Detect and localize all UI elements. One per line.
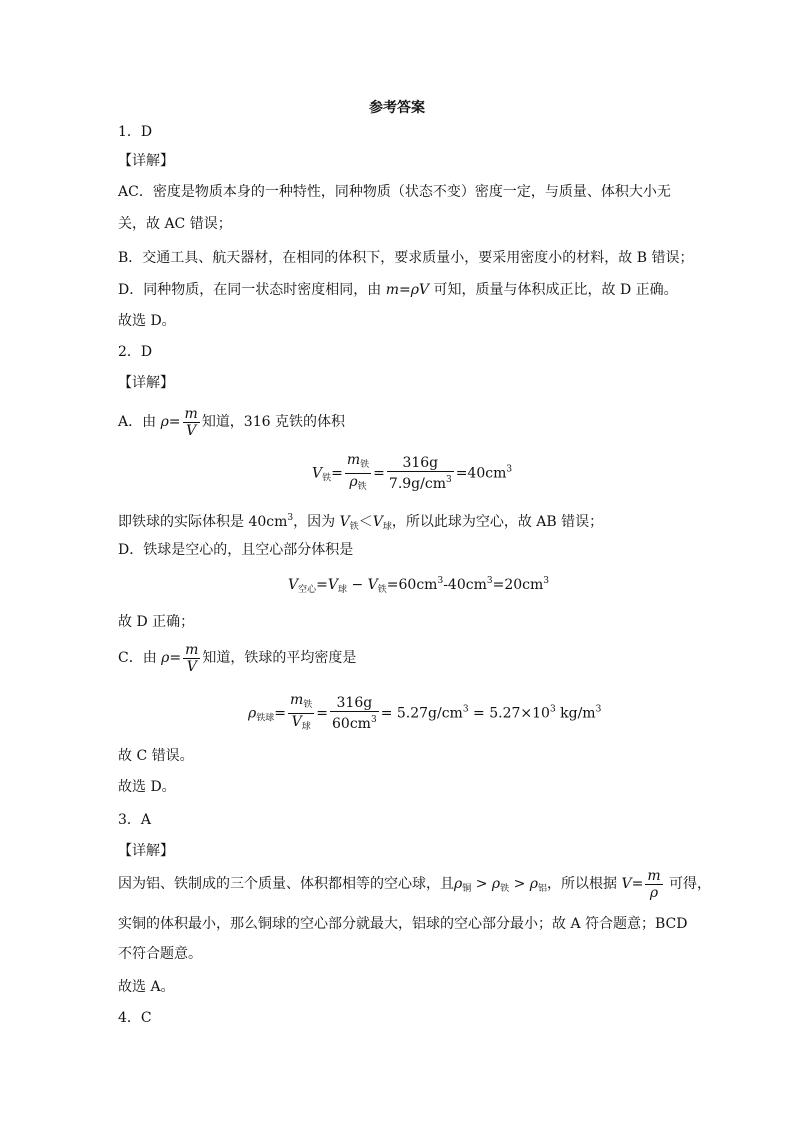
subscript-copper: 铜 [462,884,472,894]
superscript-3: 3 [287,513,294,523]
density-fraction [183,642,200,675]
text: 可得， [664,876,712,892]
q2-c-conclusion: 故 C 错误。 [118,748,194,764]
text: ，所以根据 [547,876,622,892]
density-fraction [183,406,200,439]
q2-d-line: D．铁球是空心的，且空心部分体积是 [118,542,354,558]
fraction-denominator [330,712,379,732]
equation-hollow-volume [288,576,549,595]
q3-answer: 3．A [118,812,152,828]
volume-symbol: V [291,714,302,730]
superscript-3: 3 [462,704,469,715]
q1-answer: 1．D [118,124,153,140]
page-title: 参考答案 [369,100,425,116]
subscript-ball: 球 [382,522,392,532]
q3-detail-heading: 【详解】 [118,843,174,859]
value: = 5.27×10 [468,705,550,722]
fraction-numerator: m [184,405,198,422]
value: =60cm [386,577,438,593]
result-value: =40cm [455,465,507,482]
denominator-value: 7.9g/cm [388,476,446,492]
fraction-numerator: m [185,641,199,658]
equals-sign: = [169,650,182,666]
volume-symbol: V [367,577,378,593]
rho-symbol: ρ [491,876,501,892]
fraction-numerator [345,452,371,474]
fraction-denominator [345,474,371,495]
q1-line-4-b: 可知，质量与体积成正比，故 D 正确。 [429,282,678,298]
mass-symbol: m [346,452,361,468]
mass-over-volume [288,692,314,735]
greater-than-sign: > [471,876,492,892]
mass-symbol: m [289,692,304,708]
q2-a-post: 知道，316 克铁的体积 [201,414,345,430]
superscript-3: 3 [486,576,493,586]
q1-line-2: 关，故 AC 错误； [118,216,232,232]
text: C．由 [118,650,162,666]
q2-actual-volume-line [118,508,603,537]
value: kg/m [555,705,596,722]
fraction-denominator: ρ [649,884,659,901]
q1-detail-heading: 【详解】 [118,153,174,169]
q1-line-1: AC．密度是物质本身的一种特性，同种物质（状态不变）密度一定，与质量、体积大小无 [118,184,671,200]
equation-iron-volume [312,452,512,495]
fraction-denominator [288,714,314,735]
fraction-denominator [387,472,454,492]
q2-answer: 2．D [118,344,153,360]
q4-answer: 4．C [118,1010,152,1026]
text: ，因为 [293,514,340,530]
volume-symbol: V [288,577,299,593]
subscript-iron: 铁 [303,700,313,710]
equals-sign: = [168,414,181,430]
rho-symbol: ρ [349,474,358,490]
subscript-hollow: 空心 [298,585,317,595]
subscript-aluminium: 铝 [538,884,548,894]
volume-symbol: V [339,514,350,530]
denominator-value: 60cm [332,716,371,732]
numeric-fraction [387,455,454,492]
fraction-numerator [288,692,314,714]
subscript-iron: 铁 [349,522,359,532]
q2-detail-heading: 【详解】 [118,375,174,391]
less-than-sign: ＜ [358,514,373,530]
subscript-iron: 铁 [357,482,367,492]
equals-sign: = [274,705,286,722]
q2-line-c [118,640,356,676]
rho-symbol: ρ [529,876,539,892]
greater-than-sign: > [509,876,530,892]
fraction-numerator: 316g [387,455,454,472]
fraction-numerator: m [647,867,661,884]
q2-line-a [118,404,345,440]
superscript-3: 3 [437,576,444,586]
subscript-ball: 球 [301,722,311,732]
rho-symbol: ρ [161,650,170,666]
fraction-denominator: V [186,422,197,439]
volume-symbol: V [327,577,338,593]
text: 即铁球的实际体积是 40cm [118,514,288,530]
q2-choice: 故选 D。 [118,779,176,795]
volume-symbol: V [372,514,383,530]
q3-line-1 [118,866,711,907]
subscript-iron: 铁 [360,460,370,470]
q1-line-3: B．交通工具、航天器材，在相同的体积下，要求质量小，要采用密度小的材料，故 B 错误； [118,250,694,266]
superscript-3: 3 [549,704,556,715]
q1-formula: m=ρV [385,282,430,298]
q3-line-2: 实铜的体积最小，那么铜球的空心部分就最大，铝球的空心部分最小；故 A 符合题意；BCD [118,916,688,932]
equation-average-density [248,692,601,735]
volume-symbol: V [312,465,323,482]
equals-sign: = [316,577,328,593]
q3-choice: 故选 A。 [118,979,175,995]
minus-sign: − [347,577,368,593]
subscript-iron-ball: 铁球 [256,713,275,724]
equals-sign: = [331,465,343,482]
numeric-fraction [330,695,379,732]
subscript-ball: 球 [338,585,348,595]
value: = 5.27g/cm [380,705,463,722]
text: 因为铝、铁制成的三个质量、体积都相等的空心球，且 [118,876,454,892]
mass-over-density [645,868,662,901]
q2-d-conclusion: 故 D 正确； [118,614,195,630]
rho-symbol: ρ [248,705,257,722]
subscript-iron: 铁 [377,585,387,595]
equals-sign: = [316,705,329,722]
superscript-3: 3 [595,704,602,715]
fraction-numerator: 316g [330,695,379,712]
value: -40cm [443,577,487,593]
text: 知道，铁球的平均密度是 [202,650,357,666]
q1-choice: 故选 D。 [118,313,176,329]
superscript-3: 3 [543,576,550,586]
superscript-3: 3 [370,715,377,725]
subscript-iron: 铁 [322,473,332,484]
subscript-iron: 铁 [500,884,510,894]
q1-line-4-a: D．同种物质，在同一状态时密度相同，由 [118,282,386,298]
q1-line-4 [118,280,678,300]
superscript-3: 3 [506,464,513,475]
rho-symbol: ρ [454,876,463,892]
fraction-denominator: V [186,658,197,675]
equals-sign: = [373,465,385,482]
text: ，所以此球为空心，故 AB 错误； [391,514,604,530]
mass-over-density [345,452,371,495]
volume-equals: V= [621,876,644,892]
rho-symbol: ρ [160,414,169,430]
q2-a-pre: A．由 [118,414,161,430]
q3-line-3: 不符合题意。 [118,946,202,962]
value: =20cm [492,577,544,593]
superscript-3: 3 [445,475,452,485]
